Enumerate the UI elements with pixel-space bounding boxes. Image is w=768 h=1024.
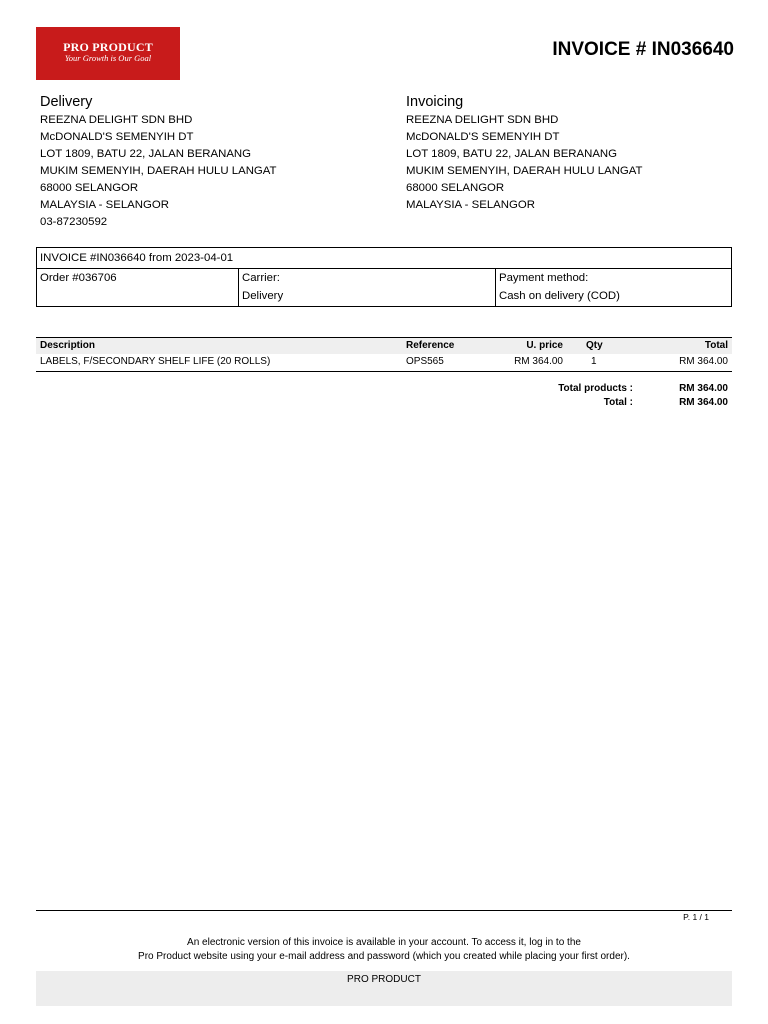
col-qty: Qty <box>586 340 603 351</box>
invoicing-line: REEZNA DELIGHT SDN BHD <box>406 114 559 126</box>
footer-note-line: An electronic version of this invoice is available in your account. To access it, log in to the <box>187 937 581 948</box>
payment-cell <box>496 269 731 306</box>
footer-company-bar <box>36 971 732 1006</box>
payment-value: Cash on delivery (COD) <box>499 290 620 302</box>
invoicing-line: LOT 1809, BATU 22, JALAN BERANANG <box>406 148 618 160</box>
footer-company: PRO PRODUCT <box>347 974 421 985</box>
carrier-label: Carrier: <box>242 272 280 284</box>
carrier-cell <box>239 269 495 306</box>
col-total: Total <box>704 340 728 351</box>
delivery-line: MUKIM SEMENYIH, DAERAH HULU LANGAT <box>40 165 277 177</box>
col-unit-price: U. price <box>526 340 563 351</box>
invoicing-line: McDONALD'S SEMENYIH DT <box>406 131 560 143</box>
delivery-line: 68000 SELANGOR <box>40 182 139 194</box>
totals-block <box>36 382 732 410</box>
grand-total-row <box>36 396 732 410</box>
item-qty: 1 <box>591 356 597 367</box>
grand-total-value: RM 364.00 <box>679 397 728 408</box>
footer-divider <box>36 910 732 911</box>
col-description: Description <box>40 340 96 351</box>
order-number-cell <box>37 269 238 306</box>
delivery-line: LOT 1809, BATU 22, JALAN BERANANG <box>40 148 252 160</box>
payment-label: Payment method: <box>499 272 589 284</box>
delivery-line: MALAYSIA - SELANGOR <box>40 199 169 211</box>
company-logo <box>36 27 180 80</box>
invoicing-address <box>406 94 736 214</box>
products-table-header <box>36 337 732 354</box>
footer-note <box>36 936 732 963</box>
carrier-value: Delivery <box>242 290 284 302</box>
page-number: P. 1 / 1 <box>683 912 709 922</box>
delivery-address <box>40 94 370 231</box>
invoicing-line: 68000 SELANGOR <box>406 182 505 194</box>
col-reference: Reference <box>406 340 455 351</box>
delivery-line: McDONALD'S SEMENYIH DT <box>40 131 194 143</box>
invoicing-heading: Invoicing <box>406 94 464 110</box>
logo-title: PRO PRODUCT <box>63 40 153 54</box>
total-products-row <box>36 382 732 396</box>
invoicing-line: MALAYSIA - SELANGOR <box>406 199 535 211</box>
grand-total-label: Total : <box>603 397 633 408</box>
total-products-label: Total products : <box>558 383 633 394</box>
delivery-line: REEZNA DELIGHT SDN BHD <box>40 114 193 126</box>
item-unit-price: RM 364.00 <box>514 356 563 367</box>
invoicing-line: MUKIM SEMENYIH, DAERAH HULU LANGAT <box>406 165 643 177</box>
total-products-value: RM 364.00 <box>679 383 728 394</box>
table-row <box>36 354 732 372</box>
products-table <box>36 337 732 372</box>
item-reference: OPS565 <box>406 356 444 367</box>
footer-note-line: Pro Product website using your e-mail address and password (which you created while placing your first order). <box>138 950 630 962</box>
delivery-heading: Delivery <box>40 94 93 110</box>
invoice-title: INVOICE # IN036640 <box>552 39 734 60</box>
logo-tagline: Your Growth is Our Goal <box>64 53 152 63</box>
order-info-box <box>36 247 732 307</box>
item-description: LABELS, F/SECONDARY SHELF LIFE (20 ROLLS) <box>40 356 271 367</box>
order-number: Order #036706 <box>40 272 117 284</box>
item-total: RM 364.00 <box>679 356 728 367</box>
invoice-date-header: INVOICE #IN036640 from 2023-04-01 <box>37 248 731 269</box>
delivery-phone: 03-87230592 <box>40 216 108 228</box>
